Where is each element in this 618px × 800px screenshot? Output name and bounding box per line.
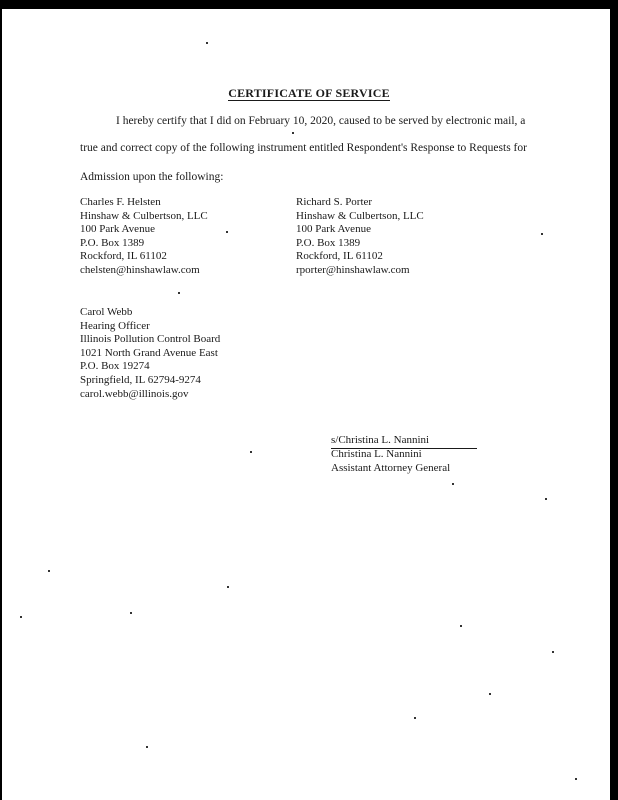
scan-speck <box>452 483 454 485</box>
scan-speck <box>489 693 491 695</box>
scan-border-top <box>0 0 618 9</box>
recipient-city: Rockford, IL 61102 <box>296 250 383 263</box>
scan-speck <box>414 717 416 719</box>
body-line-2: true and correct copy of the following instrument entitled Respondent's Response to Requests for <box>80 142 527 154</box>
scan-speck <box>130 612 132 614</box>
recipient-po-box: P.O. Box 19274 <box>80 360 150 373</box>
recipient-email: rporter@hinshawlaw.com <box>296 263 410 276</box>
recipient-email: carol.webb@illinois.gov <box>80 387 189 400</box>
recipient-firm: Hinshaw & Culbertson, LLC <box>296 209 424 222</box>
recipient-agency: Illinois Pollution Control Board <box>80 333 221 346</box>
scan-speck <box>48 570 50 572</box>
scan-speck <box>146 746 148 748</box>
scan-border-left <box>0 0 2 800</box>
signer-name: Christina L. Nannini <box>331 448 422 460</box>
scan-border-right <box>610 0 618 800</box>
recipient-city: Rockford, IL 61102 <box>80 250 167 263</box>
scan-speck <box>250 451 252 453</box>
recipient-name: Carol Webb <box>80 306 133 318</box>
recipient-webb <box>80 306 220 401</box>
recipient-street: 1021 North Grand Avenue East <box>80 346 218 359</box>
recipient-name: Richard S. Porter <box>296 196 373 208</box>
scan-speck <box>541 233 543 235</box>
scan-speck <box>226 231 228 233</box>
recipient-email: chelsten@hinshawlaw.com <box>80 263 200 276</box>
recipient-name: Charles F. Helsten <box>80 196 161 208</box>
scan-speck <box>20 616 22 618</box>
body-line-1: I hereby certify that I did on February 10, 2020, caused to be served by electronic mail, a <box>116 115 526 127</box>
scan-speck <box>227 586 229 588</box>
scan-speck <box>178 292 180 294</box>
recipient-city: Springfield, IL 62794-9274 <box>80 373 201 386</box>
scan-speck <box>552 651 554 653</box>
recipient-street: 100 Park Avenue <box>80 223 155 236</box>
signature-line: s/Christina L. Nannini <box>331 434 477 449</box>
signer-role: Assistant Attorney General <box>331 461 451 474</box>
scan-speck <box>575 778 577 780</box>
recipient-firm: Hinshaw & Culbertson, LLC <box>80 209 208 222</box>
recipient-po-box: P.O. Box 1389 <box>296 236 361 249</box>
scan-speck <box>545 498 547 500</box>
scan-speck <box>460 625 462 627</box>
scan-speck <box>292 132 294 134</box>
body-line-3: Admission upon the following: <box>80 171 224 183</box>
recipient-po-box: P.O. Box 1389 <box>80 236 145 249</box>
signature-block <box>331 448 450 475</box>
recipient-helsten <box>80 196 208 278</box>
recipient-street: 100 Park Avenue <box>296 223 371 236</box>
recipient-porter <box>296 196 424 278</box>
recipient-title: Hearing Officer <box>80 319 150 332</box>
scan-speck <box>206 42 208 44</box>
document-title: CERTIFICATE OF SERVICE <box>228 86 390 100</box>
